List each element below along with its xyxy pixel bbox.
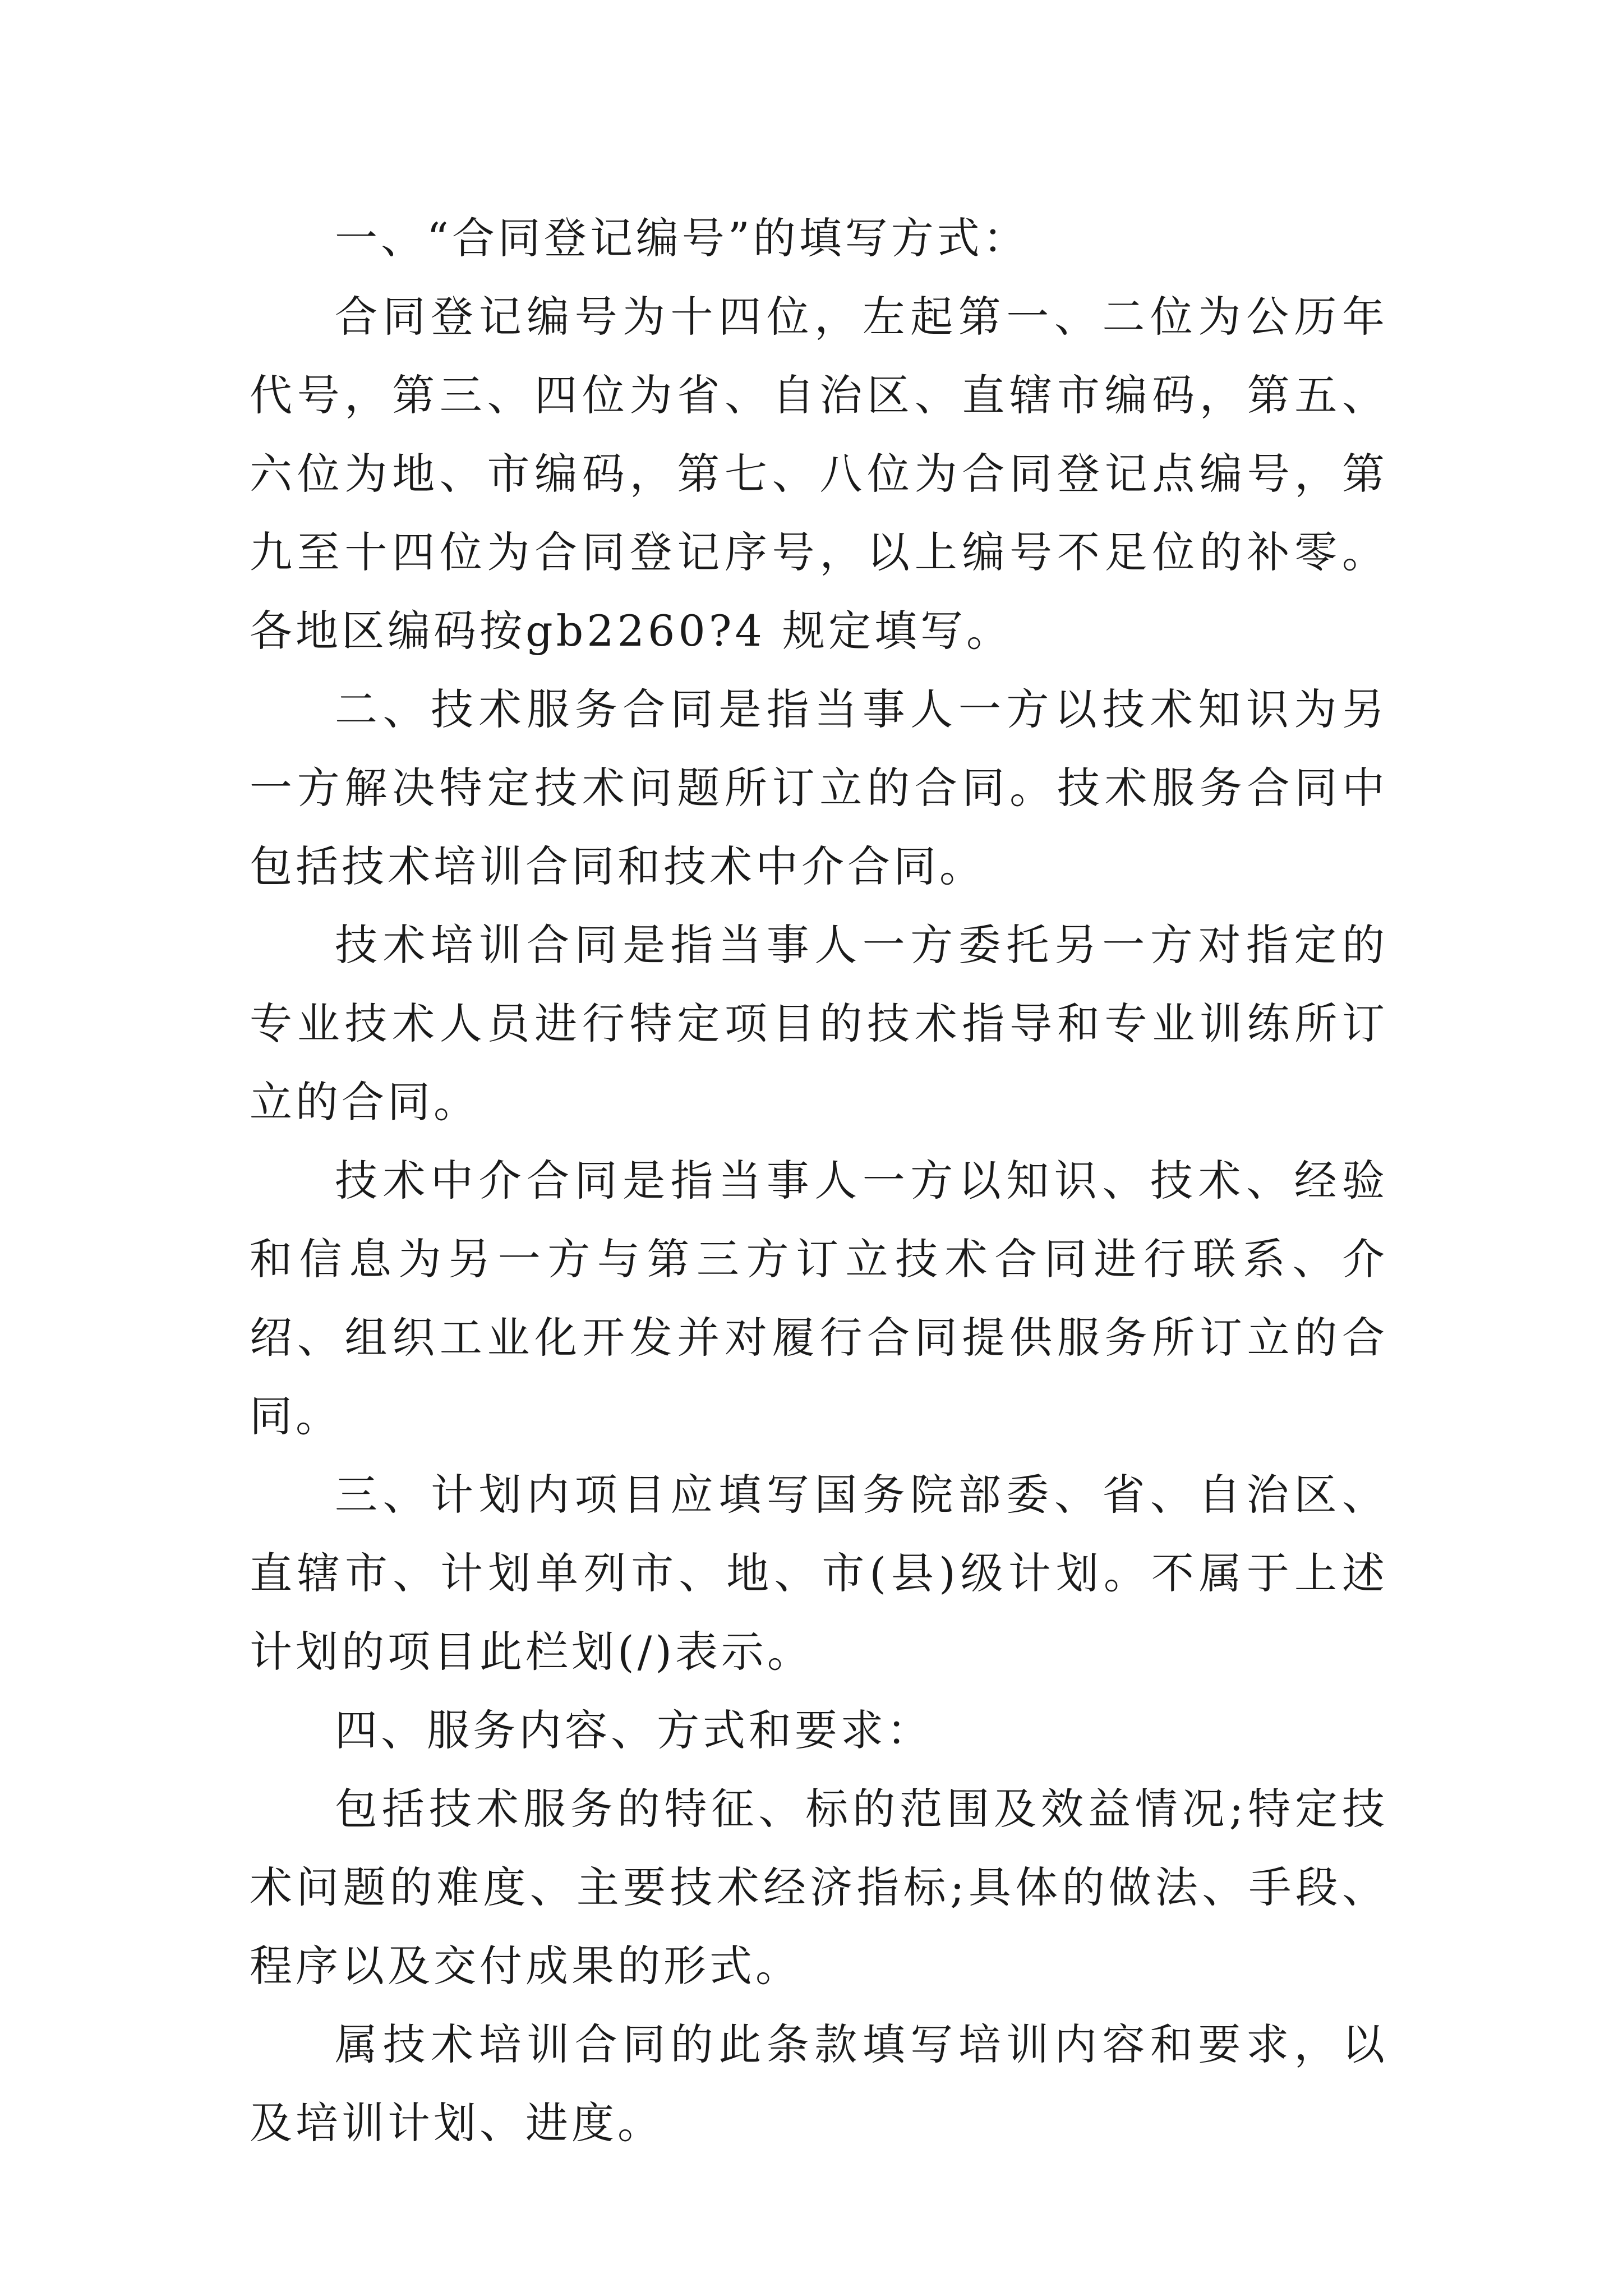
paragraph-contract-number-heading: 一、“合同登记编号”的填写方式：: [335, 213, 1029, 263]
paragraph-service-content-heading: 四、服务内容、方式和要求：: [335, 1705, 933, 1755]
paragraph-technical-service-definition: 二、技术服务合同是指当事人一方以技术知识为另一方解决特定技术问题所订立的合同。技术服务合同中包括技术培训合同和技术中介合同。: [250, 684, 1388, 891]
paragraph-contract-number-rules: 合同登记编号为十四位，左起第一、二位为公历年代号，第三、四位为省、自治区、直辖市编码，第五、六位为地、市编码，第七、八位为合同登记点编号，第九至十四位为合同登记序号，以上编号不足位的补零。各地区编码按gb2260?4 规定填写。: [250, 292, 1388, 656]
paragraph-planned-projects: 三、计划内项目应填写国务院部委、省、自治区、直辖市、计划单列市、地、市(县)级计划。不属于上述计划的项目此栏划(/)表示。: [250, 1470, 1388, 1677]
paragraph-training-clause: 属技术培训合同的此条款填写培训内容和要求，以及培训计划、进度。: [250, 2019, 1388, 2148]
document-body: [250, 199, 1388, 2162]
paragraph-service-content-details: 包括技术服务的特征、标的范围及效益情况;特定技术问题的难度、主要技术经济指标;具体的做法、手段、程序以及交付成果的形式。: [250, 1784, 1388, 1991]
paragraph-intermediary-contract: 技术中介合同是指当事人一方以知识、技术、经验和信息为另一方与第三方订立技术合同进行联系、介绍、组织工业化开发并对履行合同提供服务所订立的合同。: [250, 1156, 1388, 1441]
paragraph-training-contract: 技术培训合同是指当事人一方委托另一方对指定的专业技术人员进行特定项目的技术指导和专业训练所订立的合同。: [250, 920, 1388, 1127]
